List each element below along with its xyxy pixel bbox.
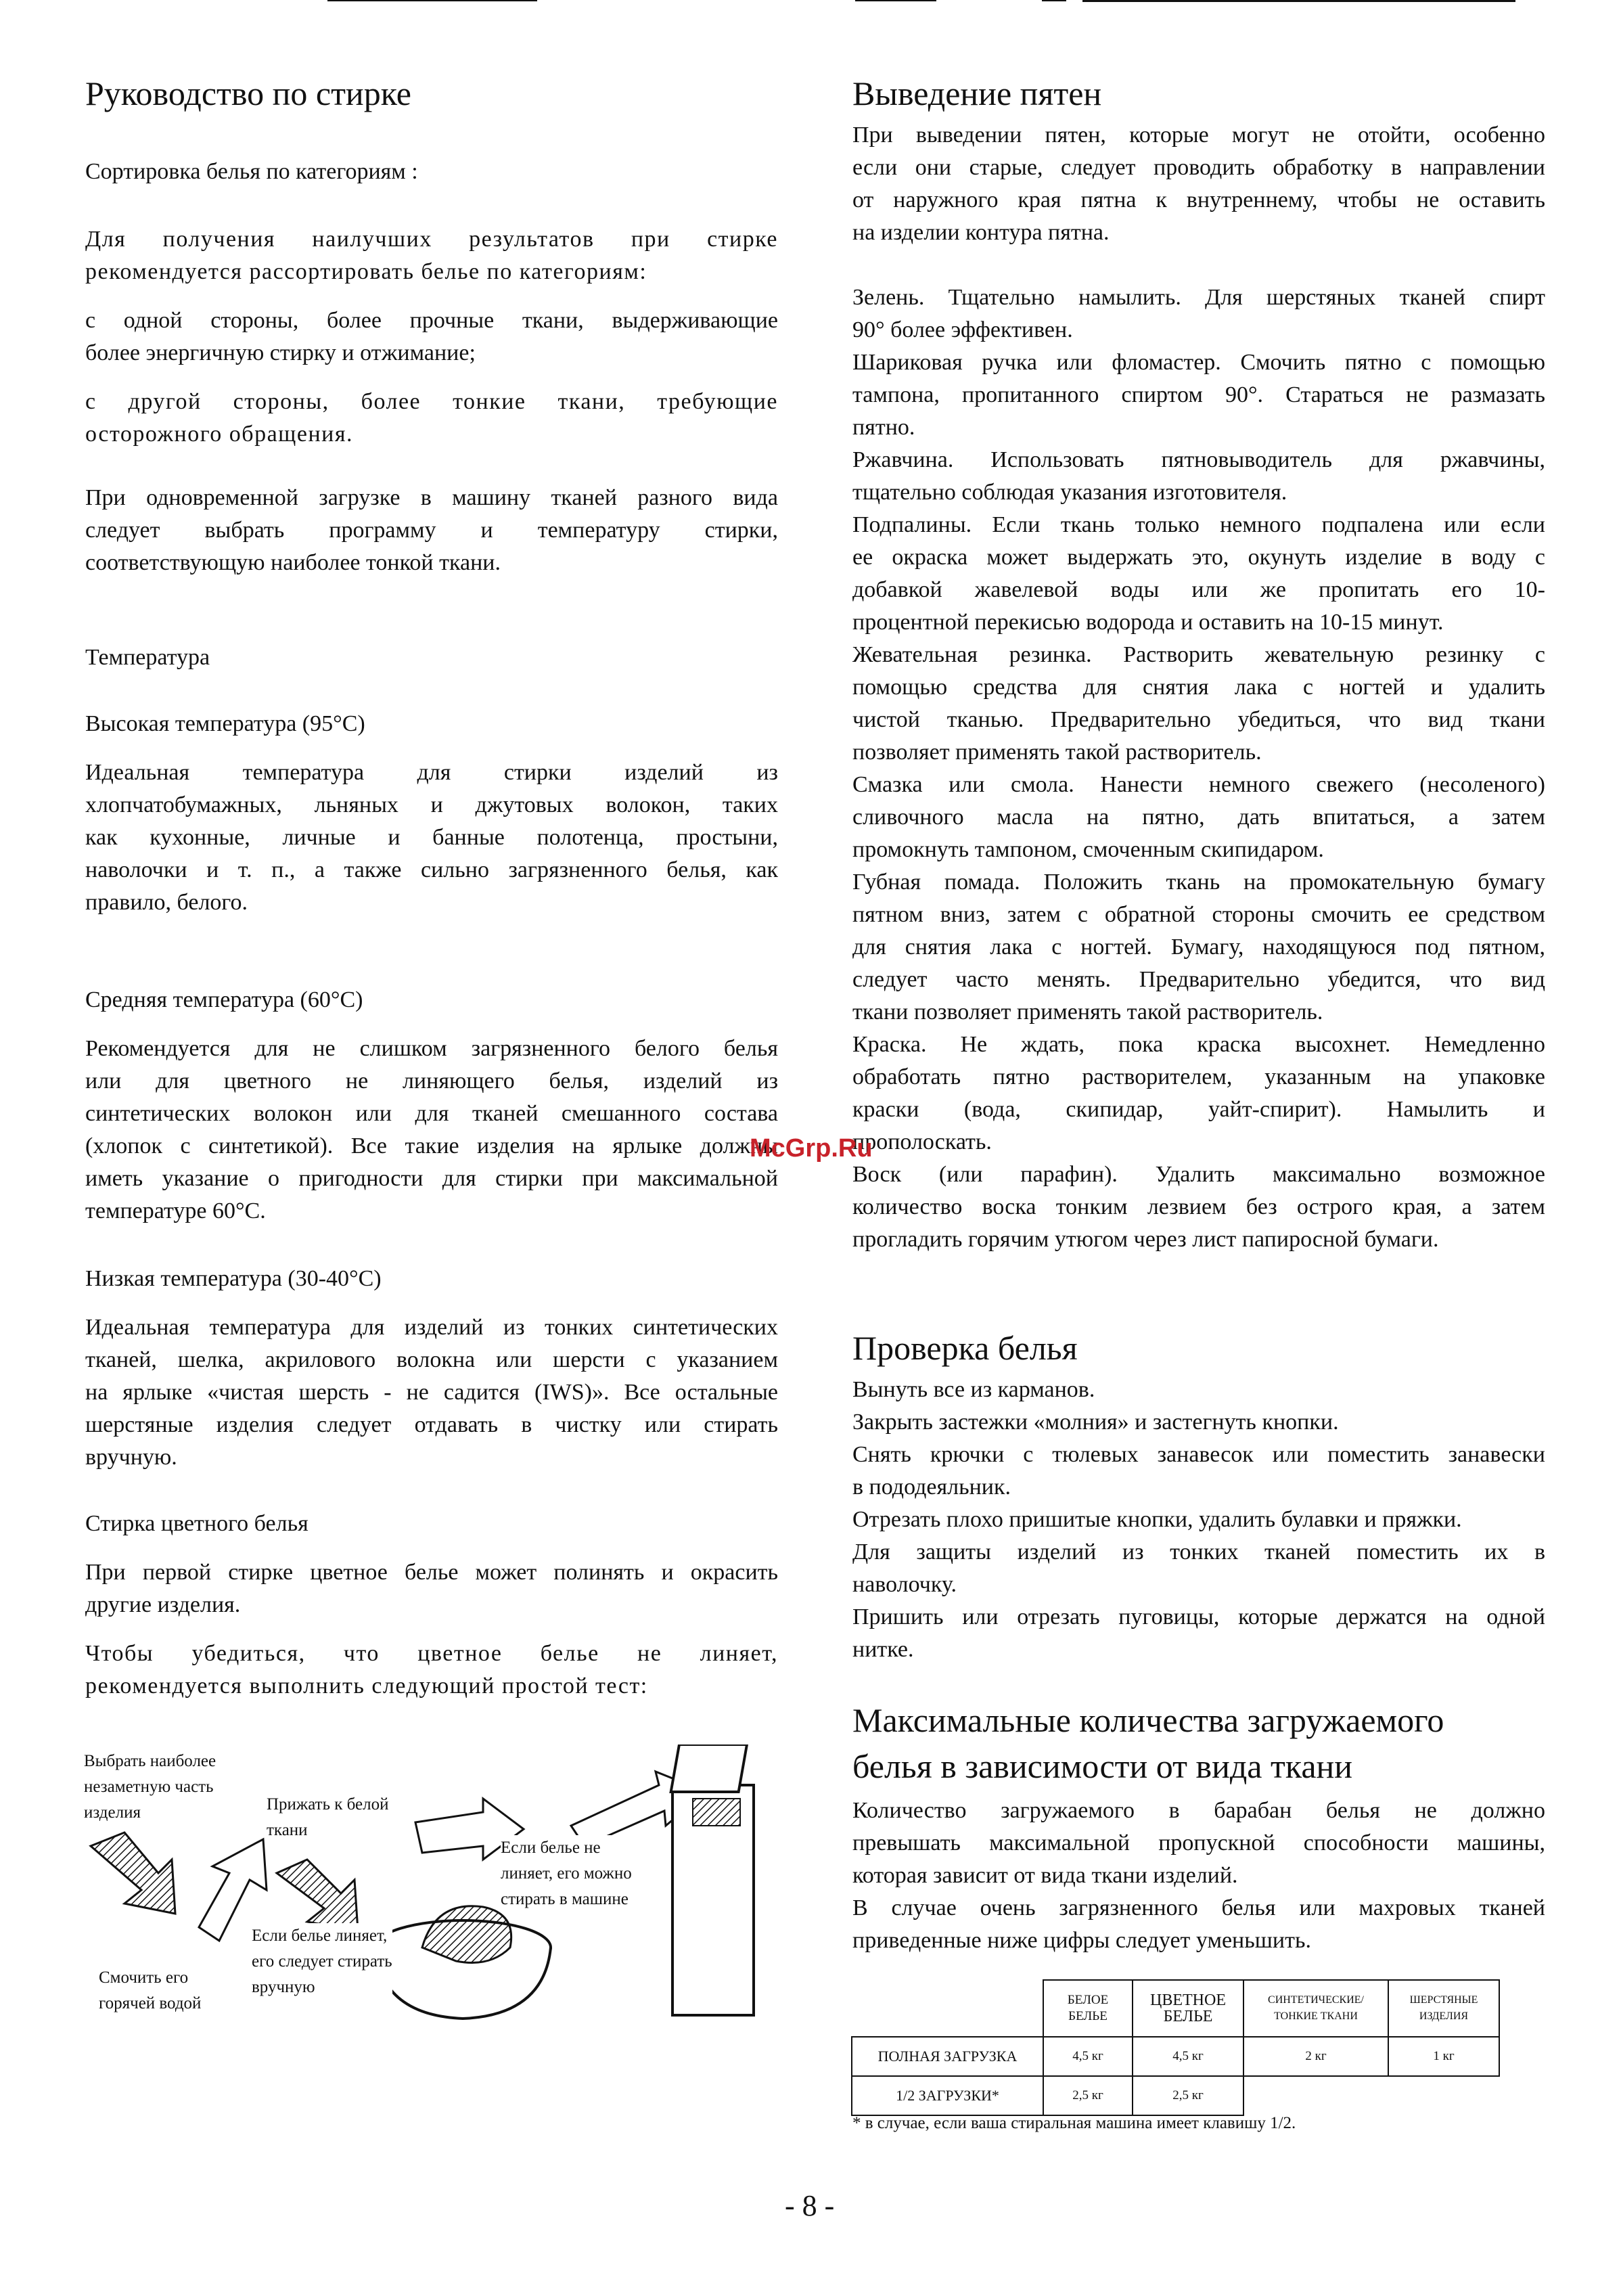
temperature-heading: Температура: [85, 645, 210, 670]
high-temperature-heading: Высокая температура (95°C): [85, 711, 365, 736]
page-number: - 8 -: [785, 2189, 835, 2222]
step-choose-caption: Выбрать наиболее незаметную часть изделия: [84, 1752, 216, 1822]
stain-item-paint: Краска. Не ждать, пока краска высохнет. Немедленно обработать пятно растворителем, указанным на упаковке краски (вода, скипидар, уайт-спирит). Намылить и прополоскать.: [852, 1032, 1545, 1154]
sorting-item-delicate: с другой стороны, более тонкие ткани, требующие осторожного обращения.: [85, 389, 778, 447]
arrow-icon: [277, 1860, 358, 1931]
max-load-title-line2: белья в зависимости от вида ткани: [852, 1747, 1353, 1785]
medium-temperature-text: Рекомендуется для не слишком загрязненного белого белья или для цветного не линяющего белья, изделий из синтетических волокон или для тканей смешанного состава (хлопок с синтетикой). Все такие изделия на ярлыке должны иметь указание о пригодности для стирки при максимальной температуре 60°C.: [85, 1036, 778, 1223]
stain-item-pen: Шариковая ручка или фломастер. Смочить пятно с помощью тампона, пропитанного спиртом 90°. Стараться не размазать пятно.: [852, 350, 1545, 440]
stain-removal-intro: При выведении пятен, которые могут не отойти, особенно если они старые, следует проводить обработку в направлении от наружного края пятна к внутреннему, чтобы не оставить на изделии контура пятна.: [852, 122, 1545, 245]
scan-mark: [855, 0, 936, 1]
table-row: [852, 2037, 1499, 2076]
stain-removal-title: Выведение пятен: [852, 74, 1102, 112]
sorting-heading: Сортировка белья по категориям :: [85, 159, 418, 184]
stain-item-grass: Зелень. Тщательно намылить. Для шерстяных тканей спирт 90° более эффективен.: [852, 285, 1545, 342]
check-item: Закрыть застежки «молния» и застегнуть кнопки.: [852, 1410, 1339, 1435]
scan-mark: [1082, 0, 1515, 2]
sorting-item-strong: с одной стороны, более прочные ткани, выдерживающие более энергичную стирку и отжимание;: [85, 308, 778, 365]
medium-temperature-heading: Средняя температура (60°C): [85, 987, 363, 1012]
stain-item-gum: Жевательная резинка. Растворить жевательную резинку с помощью средства для снятия лака с ногтей и удалить чистой тканью. Предварительно убедиться, что вид ткани позволяет применять такой растворитель.: [852, 642, 1545, 765]
laundry-check-title: Проверка белья: [852, 1329, 1078, 1367]
table-row: [852, 2076, 1499, 2115]
table-header-row: [852, 1980, 1499, 2037]
scan-mark: [327, 0, 537, 1]
load-table: [851, 1979, 1500, 2116]
mixed-load-text: При одновременной загрузке в машину тканей разного вида следует выбрать программу и температуру стирки, соответствующую наиболее тонкой ткани.: [85, 485, 778, 575]
max-load-text: Количество загружаемого в барабан белья не должно превышать максимальной пропускной способности машины, которая зависит от вида ткани изделий.: [852, 1798, 1545, 1888]
color-test-illustration: [84, 1744, 760, 2029]
check-item: Снять крючки с тюлевых занавесок или поместить занавески в пододеяльник.: [852, 1442, 1545, 1500]
table-cell: 2,5 кг: [1133, 2076, 1243, 2115]
table-cell: 2 кг: [1243, 2037, 1388, 2076]
column-synthetic: СИНТЕТИЧЕСКИЕ/ ТОНКИЕ ТКАНИ: [1243, 1980, 1388, 2037]
check-item: Пришить или отрезать пуговицы, которые держатся на одной нитке.: [852, 1604, 1545, 1662]
table-footnote: * в случае, если ваша стиральная машина имеет клавишу 1/2.: [852, 2114, 1296, 2132]
high-temperature-text: Идеальная температура для стирки изделий из хлопчатобумажных, льняных и джутовых волокон, таких как кухонные, личные и банные полотенца, простыни, наволочки и т. п., а также сильно загрязненного белья, как правило, белого.: [85, 760, 778, 915]
laundry-check-list: [852, 1374, 1545, 1666]
step-machine-wash-caption: Если белье не линяет, его можно стирать в машине: [501, 1835, 632, 1912]
colored-laundry-text: При первой стирке цветное белье может полинять и окрасить другие изделия.: [85, 1560, 778, 1617]
low-temperature-text: Идеальная температура для изделий из тонких синтетических тканей, шелка, акрилового волокна или шерсти с указанием на ярлыке «чистая шерсть - не садится (IWS)». Все остальные шерстяные изделия следует отдавать в чистку или стирать вручную.: [85, 1315, 778, 1470]
column-colored: ЦВЕТНОЕ БЕЛЬЕ: [1133, 1980, 1243, 2037]
column-white: БЕЛОЕ БЕЛЬЕ: [1043, 1980, 1133, 2037]
watermark: McGrp.Ru: [750, 1134, 873, 1163]
table-cell: 4,5 кг: [1133, 2037, 1243, 2076]
row-label-half: 1/2 ЗАГРУЗКИ*: [852, 2076, 1043, 2115]
stain-item-wax: Воск (или парафин). Удалить максимально возможное количество воска тонким лезвием без острого края, а затем прогладить горячим утюгом через лист папиросной бумаги.: [852, 1162, 1545, 1252]
max-load-title-line1: Максимальные количества загружаемого: [852, 1701, 1444, 1739]
sorting-intro: Для получения наилучших результатов при стирке рекомендуется рассортировать белье по категориям:: [85, 227, 778, 284]
washing-guide-title: Руководство по стирке: [85, 74, 411, 112]
washing-machine-lid: [671, 1744, 747, 1792]
scan-mark: [1042, 0, 1066, 1]
row-label-full: ПОЛНАЯ ЗАГРУЗКА: [852, 2037, 1043, 2076]
step-wet-caption: Смочить его горячей водой: [99, 1968, 202, 2012]
stain-item-grease: Смазка или смола. Нанести немного свежего (несоленого) сливочного масла на пятно, дать впитаться, а затем промокнуть тампоном, смоченным скипидаром.: [852, 772, 1545, 862]
check-item: Вынуть все из карманов.: [852, 1377, 1095, 1402]
stain-item-lipstick: Губная помада. Положить ткань на промокательную бумагу пятном вниз, затем с обратной стороны смочить ее средством для снятия лака с ногтей. Бумагу, находящуюся под пятном, следует часто менять. Предварительно убедится, что вид ткани позволяет применять такой растворитель.: [852, 870, 1545, 1025]
arrow-icon: [91, 1832, 175, 1914]
column-wool: ШЕРСТЯНЫЕ ИЗДЕЛИЯ: [1388, 1980, 1499, 2037]
stain-item-rust: Ржавчина. Использовать пятновыводитель для ржавчины, тщательно соблюдая указания изготовителя.: [852, 447, 1545, 505]
washing-machine-drum: [693, 1799, 740, 1826]
colored-laundry-test-text: Чтобы убедиться, что цветное белье не линяет, рекомендуется выполнить следующий простой тест:: [85, 1641, 778, 1698]
step-hand-wash-caption: Если белье линяет, его следует стирать вручную: [252, 1923, 392, 2000]
stain-list: [852, 282, 1545, 1256]
check-item: Отрезать плохо пришитые кнопки, удалить булавки и пряжки.: [852, 1507, 1462, 1532]
table-cell: 1 кг: [1388, 2037, 1499, 2076]
stain-item-scorch: Подпалины. Если ткань только немного подпалена или если ее окраска может выдержать это, окунуть изделие в воду с добавкой жавелевой воды или же пропитать его 10- процентной перекисью водорода и оставить на 10-15 минут.: [852, 512, 1545, 635]
low-temperature-heading: Низкая температура (30-40°C): [85, 1266, 382, 1291]
table-cell: 4,5 кг: [1043, 2037, 1133, 2076]
step-press-caption: Прижать к белой ткани: [267, 1795, 389, 1839]
max-load-note: В случае очень загрязненного белья или махровых тканей приведенные ниже цифры следует уменьшить.: [852, 1895, 1545, 1953]
table-cell: 2,5 кг: [1043, 2076, 1133, 2115]
colored-laundry-heading: Стирка цветного белья: [85, 1511, 309, 1536]
check-item: Для защиты изделий из тонких тканей поместить их в наволочку.: [852, 1539, 1545, 1597]
